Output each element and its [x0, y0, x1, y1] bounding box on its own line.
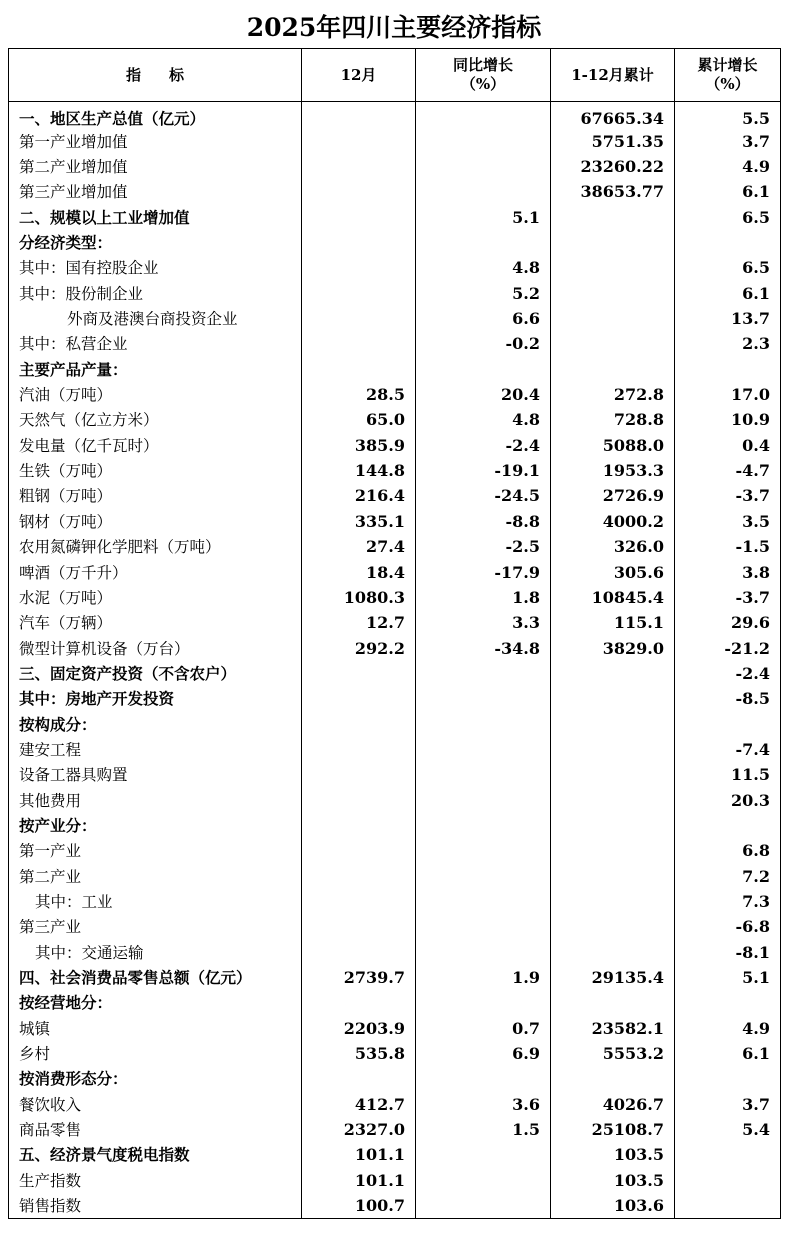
cell-month: 101.1 [302, 1168, 416, 1193]
cell-month: 12.7 [302, 611, 416, 636]
cell-yoy [416, 991, 551, 1016]
cell-yoy [416, 889, 551, 914]
cell-yoy: -19.1 [416, 458, 551, 483]
cell-ytd: 272.8 [551, 382, 675, 407]
cell-yoy: -24.5 [416, 484, 551, 509]
cell-month: 18.4 [302, 560, 416, 585]
table-row [9, 1193, 781, 1218]
cell-ytd-growth: 5.5 [675, 102, 781, 130]
cell-yoy [416, 687, 551, 712]
cell-ytd: 5553.2 [551, 1041, 675, 1066]
table-row [9, 433, 781, 458]
cell-ytd-growth [675, 230, 781, 255]
cell-ytd: 5088.0 [551, 433, 675, 458]
cell-ytd-growth: 29.6 [675, 611, 781, 636]
header-yoy [416, 49, 551, 102]
cell-yoy: 3.3 [416, 611, 551, 636]
cell-ytd [551, 813, 675, 838]
cell-yoy [416, 661, 551, 686]
cell-ytd-growth [675, 1067, 781, 1092]
cell-yoy [416, 839, 551, 864]
indicator-label: 汽油（万吨） [9, 382, 302, 407]
cell-ytd-growth: 4.9 [675, 154, 781, 179]
cell-ytd-growth: 7.2 [675, 864, 781, 889]
cell-ytd-growth: 6.1 [675, 281, 781, 306]
cell-month: 28.5 [302, 382, 416, 407]
cell-ytd [551, 230, 675, 255]
indicator-label: 农用氮磷钾化学肥料（万吨） [9, 535, 302, 560]
indicator-label: 外商及港澳台商投资企业 [9, 306, 302, 331]
cell-month [302, 256, 416, 281]
indicator-label: 其中：私营企业 [9, 332, 302, 357]
table-row [9, 1041, 781, 1066]
cell-month: 2203.9 [302, 1016, 416, 1041]
table-row [9, 458, 781, 483]
cell-ytd: 103.5 [551, 1143, 675, 1168]
indicator-label: 其中：交通运输 [9, 940, 302, 965]
cell-ytd-growth [675, 991, 781, 1016]
table-row [9, 661, 781, 686]
cell-ytd-growth: 5.4 [675, 1117, 781, 1142]
table-row [9, 889, 781, 914]
cell-yoy [416, 788, 551, 813]
cell-month [302, 230, 416, 255]
cell-yoy [416, 864, 551, 889]
table-row [9, 357, 781, 382]
table-row [9, 1117, 781, 1142]
table-body [9, 102, 781, 1219]
cell-ytd-growth: 17.0 [675, 382, 781, 407]
table-row [9, 382, 781, 407]
cell-month: 535.8 [302, 1041, 416, 1066]
table-row [9, 306, 781, 331]
indicator-label: 一、地区生产总值（亿元） [9, 102, 302, 130]
cell-yoy: -17.9 [416, 560, 551, 585]
cell-month: 101.1 [302, 1143, 416, 1168]
table-row [9, 864, 781, 889]
indicator-label: 餐饮收入 [9, 1092, 302, 1117]
cell-yoy: -2.4 [416, 433, 551, 458]
cell-ytd-growth: 0.4 [675, 433, 781, 458]
cell-month [302, 154, 416, 179]
cell-ytd [551, 332, 675, 357]
cell-yoy [416, 129, 551, 154]
cell-yoy: 4.8 [416, 408, 551, 433]
cell-ytd: 2726.9 [551, 484, 675, 509]
cell-yoy [416, 737, 551, 762]
cell-yoy [416, 763, 551, 788]
cell-month: 2739.7 [302, 965, 416, 990]
cell-ytd [551, 357, 675, 382]
cell-month: 100.7 [302, 1193, 416, 1218]
table-row [9, 737, 781, 762]
cell-month: 65.0 [302, 408, 416, 433]
indicator-label: 建安工程 [9, 737, 302, 762]
cell-ytd-growth: 6.5 [675, 205, 781, 230]
indicator-label: 第三产业 [9, 915, 302, 940]
table-row [9, 915, 781, 940]
cell-ytd: 305.6 [551, 560, 675, 585]
cell-ytd-growth: -3.7 [675, 585, 781, 610]
cell-ytd-growth: -2.4 [675, 661, 781, 686]
table-row [9, 611, 781, 636]
cell-month: 216.4 [302, 484, 416, 509]
cell-month [302, 205, 416, 230]
cell-month [302, 915, 416, 940]
table-row [9, 839, 781, 864]
cell-yoy: 1.5 [416, 1117, 551, 1142]
cell-yoy: 6.6 [416, 306, 551, 331]
table-row [9, 484, 781, 509]
cell-yoy [416, 154, 551, 179]
indicator-label: 第二产业 [9, 864, 302, 889]
indicator-label: 其中：工业 [9, 889, 302, 914]
cell-month [302, 737, 416, 762]
table-row [9, 1067, 781, 1092]
table-row [9, 636, 781, 661]
cell-month [302, 813, 416, 838]
cell-ytd-growth [675, 1193, 781, 1218]
cell-month [302, 940, 416, 965]
indicator-label: 粗钢（万吨） [9, 484, 302, 509]
table-row [9, 940, 781, 965]
cell-ytd-growth: 11.5 [675, 763, 781, 788]
table-row [9, 332, 781, 357]
cell-ytd-growth: 7.3 [675, 889, 781, 914]
header-ytd-growth-line1: 累计增长 [697, 56, 758, 74]
cell-month [302, 889, 416, 914]
cell-month [302, 763, 416, 788]
indicator-label: 四、社会消费品零售总额（亿元） [9, 965, 302, 990]
cell-yoy: 1.9 [416, 965, 551, 990]
cell-ytd-growth: 4.9 [675, 1016, 781, 1041]
cell-ytd [551, 889, 675, 914]
cell-ytd-growth: -6.8 [675, 915, 781, 940]
cell-yoy: -0.2 [416, 332, 551, 357]
table-row [9, 712, 781, 737]
table-row [9, 788, 781, 813]
cell-ytd-growth: -4.7 [675, 458, 781, 483]
cell-yoy [416, 1067, 551, 1092]
cell-ytd [551, 788, 675, 813]
table-row [9, 991, 781, 1016]
indicator-label: 其中：房地产开发投资 [9, 687, 302, 712]
table-row [9, 180, 781, 205]
indicator-label: 商品零售 [9, 1117, 302, 1142]
cell-ytd-growth [675, 1143, 781, 1168]
cell-yoy [416, 357, 551, 382]
table-row [9, 509, 781, 534]
indicator-label: 微型计算机设备（万台） [9, 636, 302, 661]
cell-month [302, 129, 416, 154]
indicator-label: 生铁（万吨） [9, 458, 302, 483]
table-row [9, 281, 781, 306]
indicator-label: 按消费形态分： [9, 1067, 302, 1092]
cell-month [302, 1067, 416, 1092]
indicator-label: 三、固定资产投资（不含农户） [9, 661, 302, 686]
cell-ytd: 25108.7 [551, 1117, 675, 1142]
table-row [9, 102, 781, 130]
cell-month: 335.1 [302, 509, 416, 534]
cell-month: 2327.0 [302, 1117, 416, 1142]
cell-ytd: 38653.77 [551, 180, 675, 205]
cell-month [302, 712, 416, 737]
table-row [9, 230, 781, 255]
cell-ytd [551, 737, 675, 762]
cell-ytd: 103.6 [551, 1193, 675, 1218]
cell-yoy [416, 1143, 551, 1168]
cell-yoy [416, 230, 551, 255]
cell-ytd-growth: -21.2 [675, 636, 781, 661]
indicator-label: 第一产业 [9, 839, 302, 864]
cell-ytd-growth [675, 357, 781, 382]
cell-yoy: 20.4 [416, 382, 551, 407]
table-row [9, 813, 781, 838]
cell-month: 1080.3 [302, 585, 416, 610]
cell-ytd [551, 1067, 675, 1092]
cell-month [302, 306, 416, 331]
cell-ytd-growth: 6.5 [675, 256, 781, 281]
table-row [9, 535, 781, 560]
cell-yoy: 4.8 [416, 256, 551, 281]
cell-month [302, 788, 416, 813]
cell-ytd-growth: 20.3 [675, 788, 781, 813]
cell-ytd-growth: -8.5 [675, 687, 781, 712]
cell-month: 27.4 [302, 535, 416, 560]
indicator-label: 第三产业增加值 [9, 180, 302, 205]
indicator-label: 钢材（万吨） [9, 509, 302, 534]
cell-ytd: 10845.4 [551, 585, 675, 610]
cell-yoy [416, 1193, 551, 1218]
cell-ytd: 5751.35 [551, 129, 675, 154]
cell-ytd [551, 687, 675, 712]
cell-ytd-growth: -7.4 [675, 737, 781, 762]
cell-month [302, 661, 416, 686]
cell-yoy [416, 1168, 551, 1193]
cell-yoy [416, 180, 551, 205]
table-header [9, 49, 781, 102]
cell-month [302, 332, 416, 357]
cell-ytd-growth: -8.1 [675, 940, 781, 965]
cell-yoy [416, 940, 551, 965]
table-row [9, 1168, 781, 1193]
table-row [9, 256, 781, 281]
table-row [9, 205, 781, 230]
indicator-label: 分经济类型： [9, 230, 302, 255]
cell-yoy: 1.8 [416, 585, 551, 610]
header-ytd-growth [675, 49, 781, 102]
cell-ytd-growth: 6.1 [675, 1041, 781, 1066]
cell-month [302, 281, 416, 306]
table-row [9, 408, 781, 433]
cell-ytd: 115.1 [551, 611, 675, 636]
table-row [9, 687, 781, 712]
indicator-label: 天然气（亿立方米） [9, 408, 302, 433]
cell-yoy [416, 102, 551, 130]
cell-month [302, 839, 416, 864]
cell-ytd [551, 864, 675, 889]
cell-ytd [551, 281, 675, 306]
cell-month [302, 991, 416, 1016]
cell-ytd-growth: 13.7 [675, 306, 781, 331]
cell-ytd-growth: 6.1 [675, 180, 781, 205]
indicator-label: 第二产业增加值 [9, 154, 302, 179]
cell-month: 144.8 [302, 458, 416, 483]
economic-indicators-table [8, 48, 781, 1219]
cell-ytd [551, 839, 675, 864]
cell-month [302, 864, 416, 889]
cell-ytd [551, 763, 675, 788]
cell-ytd [551, 256, 675, 281]
table-row [9, 1016, 781, 1041]
table-row [9, 154, 781, 179]
header-month: 12月 [302, 49, 416, 102]
indicator-label: 其他费用 [9, 788, 302, 813]
cell-ytd-growth: 3.7 [675, 1092, 781, 1117]
cell-ytd-growth: 10.9 [675, 408, 781, 433]
cell-ytd-growth: 3.8 [675, 560, 781, 585]
cell-ytd-growth: 3.7 [675, 129, 781, 154]
cell-yoy [416, 712, 551, 737]
cell-ytd: 23260.22 [551, 154, 675, 179]
cell-month [302, 357, 416, 382]
cell-month: 385.9 [302, 433, 416, 458]
cell-ytd [551, 915, 675, 940]
table-row [9, 560, 781, 585]
cell-ytd [551, 940, 675, 965]
cell-ytd-growth: 6.8 [675, 839, 781, 864]
page-title: 2025年四川主要经济指标 [246, 13, 542, 42]
indicator-label: 啤酒（万千升） [9, 560, 302, 585]
table-row [9, 763, 781, 788]
cell-ytd: 4000.2 [551, 509, 675, 534]
cell-yoy: -2.5 [416, 535, 551, 560]
cell-ytd [551, 661, 675, 686]
cell-ytd [551, 991, 675, 1016]
table-row [9, 585, 781, 610]
cell-month: 292.2 [302, 636, 416, 661]
cell-month [302, 102, 416, 130]
cell-ytd [551, 306, 675, 331]
table-row [9, 1143, 781, 1168]
table-row [9, 1092, 781, 1117]
cell-ytd-growth: 2.3 [675, 332, 781, 357]
cell-yoy [416, 915, 551, 940]
indicator-label: 设备工器具购置 [9, 763, 302, 788]
cell-ytd: 728.8 [551, 408, 675, 433]
indicator-label: 生产指数 [9, 1168, 302, 1193]
cell-yoy: 0.7 [416, 1016, 551, 1041]
cell-ytd: 29135.4 [551, 965, 675, 990]
cell-yoy: 6.9 [416, 1041, 551, 1066]
indicator-label: 城镇 [9, 1016, 302, 1041]
header-indicator: 指标 [9, 49, 302, 102]
cell-ytd: 3829.0 [551, 636, 675, 661]
cell-ytd: 4026.7 [551, 1092, 675, 1117]
cell-ytd: 23582.1 [551, 1016, 675, 1041]
cell-ytd-growth: 3.5 [675, 509, 781, 534]
cell-yoy: -34.8 [416, 636, 551, 661]
indicator-label: 乡村 [9, 1041, 302, 1066]
cell-ytd: 67665.34 [551, 102, 675, 130]
cell-ytd-growth: -3.7 [675, 484, 781, 509]
indicator-label: 第一产业增加值 [9, 129, 302, 154]
indicator-label: 主要产品产量： [9, 357, 302, 382]
cell-month [302, 687, 416, 712]
cell-ytd [551, 205, 675, 230]
indicator-label: 销售指数 [9, 1193, 302, 1218]
cell-yoy: 5.2 [416, 281, 551, 306]
table-row [9, 129, 781, 154]
indicator-label: 其中：国有控股企业 [9, 256, 302, 281]
cell-yoy: 5.1 [416, 205, 551, 230]
cell-ytd-growth [675, 712, 781, 737]
header-ytd-growth-line2: （%） [705, 75, 750, 93]
cell-month: 412.7 [302, 1092, 416, 1117]
indicator-label: 按产业分： [9, 813, 302, 838]
cell-ytd: 103.5 [551, 1168, 675, 1193]
header-yoy-line1: 同比增长 [452, 56, 513, 74]
cell-month [302, 180, 416, 205]
cell-ytd-growth: -1.5 [675, 535, 781, 560]
header-yoy-line2: （%） [460, 75, 506, 93]
header-row [9, 49, 781, 102]
indicator-label: 其中：股份制企业 [9, 281, 302, 306]
cell-yoy [416, 813, 551, 838]
indicator-label: 按经营地分： [9, 991, 302, 1016]
cell-ytd: 326.0 [551, 535, 675, 560]
indicator-label: 水泥（万吨） [9, 585, 302, 610]
cell-yoy: -8.8 [416, 509, 551, 534]
indicator-label: 汽车（万辆） [9, 611, 302, 636]
cell-ytd-growth: 5.1 [675, 965, 781, 990]
header-ytd: 1-12月累计 [551, 49, 675, 102]
cell-yoy: 3.6 [416, 1092, 551, 1117]
cell-ytd-growth [675, 813, 781, 838]
table-row [9, 965, 781, 990]
indicator-label: 按构成分： [9, 712, 302, 737]
cell-ytd: 1953.3 [551, 458, 675, 483]
cell-ytd-growth [675, 1168, 781, 1193]
indicator-label: 发电量（亿千瓦时） [9, 433, 302, 458]
indicator-label: 五、经济景气度税电指数 [9, 1143, 302, 1168]
cell-ytd [551, 712, 675, 737]
indicator-label: 二、规模以上工业增加值 [9, 205, 302, 230]
